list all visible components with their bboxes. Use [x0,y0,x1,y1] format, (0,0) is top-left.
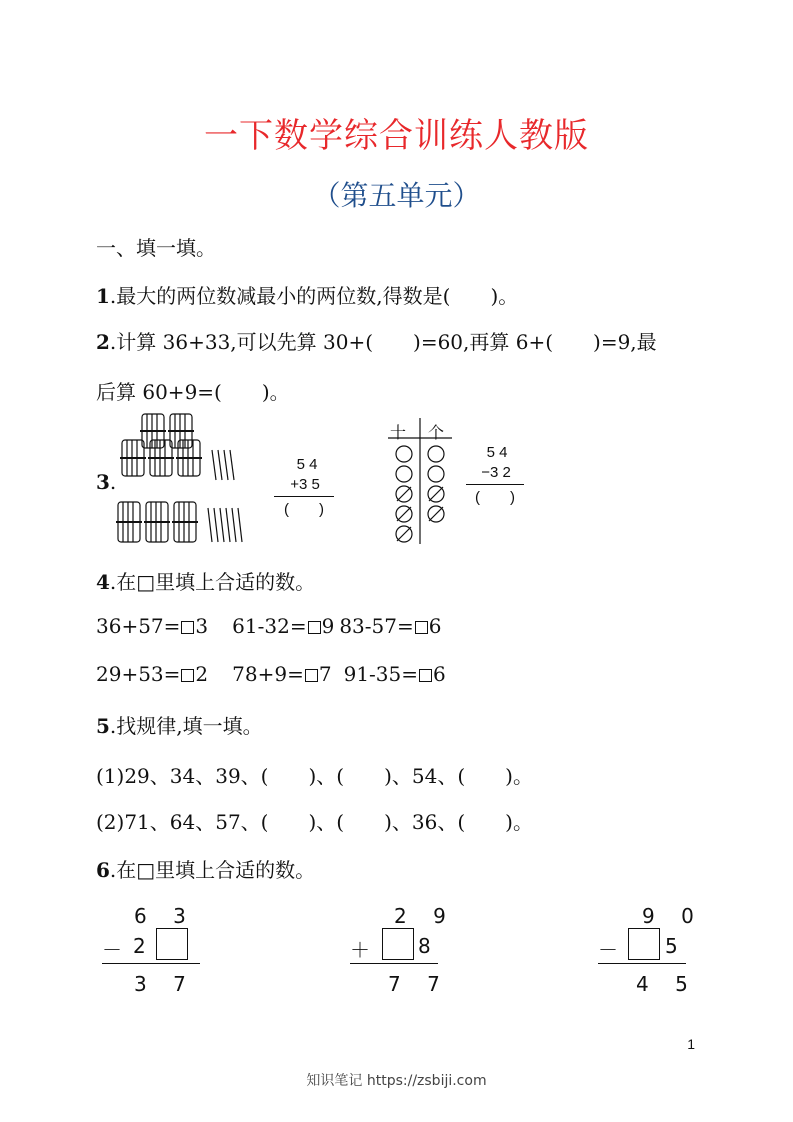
question-number: 6 [96,858,110,882]
bundle-icon [144,502,170,542]
calc2-top: 5 4 [486,444,508,461]
equation-right: 6 [428,614,442,638]
q4-row-1 [96,614,441,638]
equation-right: 9 [321,614,335,638]
equation-left: 78+9= [232,662,304,686]
calc2-bottom: −3 2 [481,464,511,481]
question-number: 3 [96,470,110,494]
question-text: .找规律,填一填。 [109,714,263,738]
calc1-answer: ( ) [284,501,324,518]
equation-right: 2 [195,662,209,686]
equation-left: 83-57= [339,614,414,638]
question-2-line-b: 后算 60+9=( )。 [96,380,290,404]
question-text: .在□里填上合适的数。 [109,570,316,594]
q5-line-2: (2)71、64、57、( )、( )、36、( )。 [96,810,533,834]
v3-top: 9 0 [642,904,704,928]
equation-right: 7 [318,662,332,686]
equation-left: 61-32= [232,614,307,638]
loose-sticks-icon [212,450,234,480]
ones-label: 个 [428,423,445,442]
equation-right: 6 [433,662,446,686]
calc2-answer: ( ) [475,489,515,506]
question-number: 4 [96,570,110,594]
v2-result: 7 7 [388,972,450,996]
page-subtitle: （第五单元） [312,179,481,212]
v3-digit: 5 [665,934,688,958]
v3-result: 4 5 [636,972,698,996]
v1-top: 6 3 [134,904,196,928]
place-value-chart [388,418,458,546]
v1-digit: 2 [133,934,156,958]
v1-rule [102,963,200,964]
equation-right: 3 [195,614,209,638]
v2-digit: 8 [418,934,441,958]
answer-box[interactable] [305,669,318,682]
equation-left: 36+57= [96,614,181,638]
question-text: .计算 36+33,可以先算 30+( )=60,再算 6+( )=9,最 [109,330,657,354]
answer-box[interactable] [156,928,188,960]
v2-top: 2 9 [394,904,456,928]
q4-row-2 [96,662,446,686]
v2-operator: ＋ [350,938,374,962]
question-dot: . [109,470,117,494]
question-2-line-a [96,326,657,355]
question-4 [96,566,315,595]
equation-left: 29+53= [96,662,181,686]
question-text: .在□里填上合适的数。 [109,858,316,882]
page-title: 一下数学综合训练人教版 [204,116,589,156]
v1-result: 3 7 [134,972,196,996]
bundle-icon [116,502,142,542]
answer-box[interactable] [419,669,432,682]
question-number: 5 [96,714,110,738]
calc1-bottom: +3 5 [290,476,320,493]
calc1-top: 5 4 [296,456,318,473]
question-1 [96,280,518,309]
section-heading: 一、填一填。 [96,236,216,260]
q5-line-1: (1)29、34、39、( )、( )、54、( )。 [96,764,533,788]
footer-link[interactable]: 知识笔记 https://zsbiji.com [306,1073,487,1089]
question-number: 1 [96,284,110,308]
v2-rule [350,963,438,964]
v3-operator: － [598,938,622,962]
stick-bundles-figure [109,410,262,550]
question-number: 2 [96,330,110,354]
v3-rule [598,963,686,964]
answer-box[interactable] [181,669,194,682]
answer-box[interactable] [415,621,428,634]
page-number: 1 [687,1036,695,1052]
calc1-rule [274,496,334,497]
question-5 [96,710,263,739]
bundle-icon [172,502,198,542]
tens-label: 十 [390,423,407,442]
question-6 [96,854,315,883]
calc2-rule [466,484,524,485]
v1-operator: － [102,938,126,962]
equation-left: 91-35= [343,662,419,686]
answer-box[interactable] [308,621,321,634]
answer-box[interactable] [181,621,194,634]
loose-sticks-icon [208,508,242,542]
answer-box[interactable] [628,928,660,960]
question-text: .最大的两位数减最小的两位数,得数是( )。 [109,284,519,308]
answer-box[interactable] [382,928,414,960]
